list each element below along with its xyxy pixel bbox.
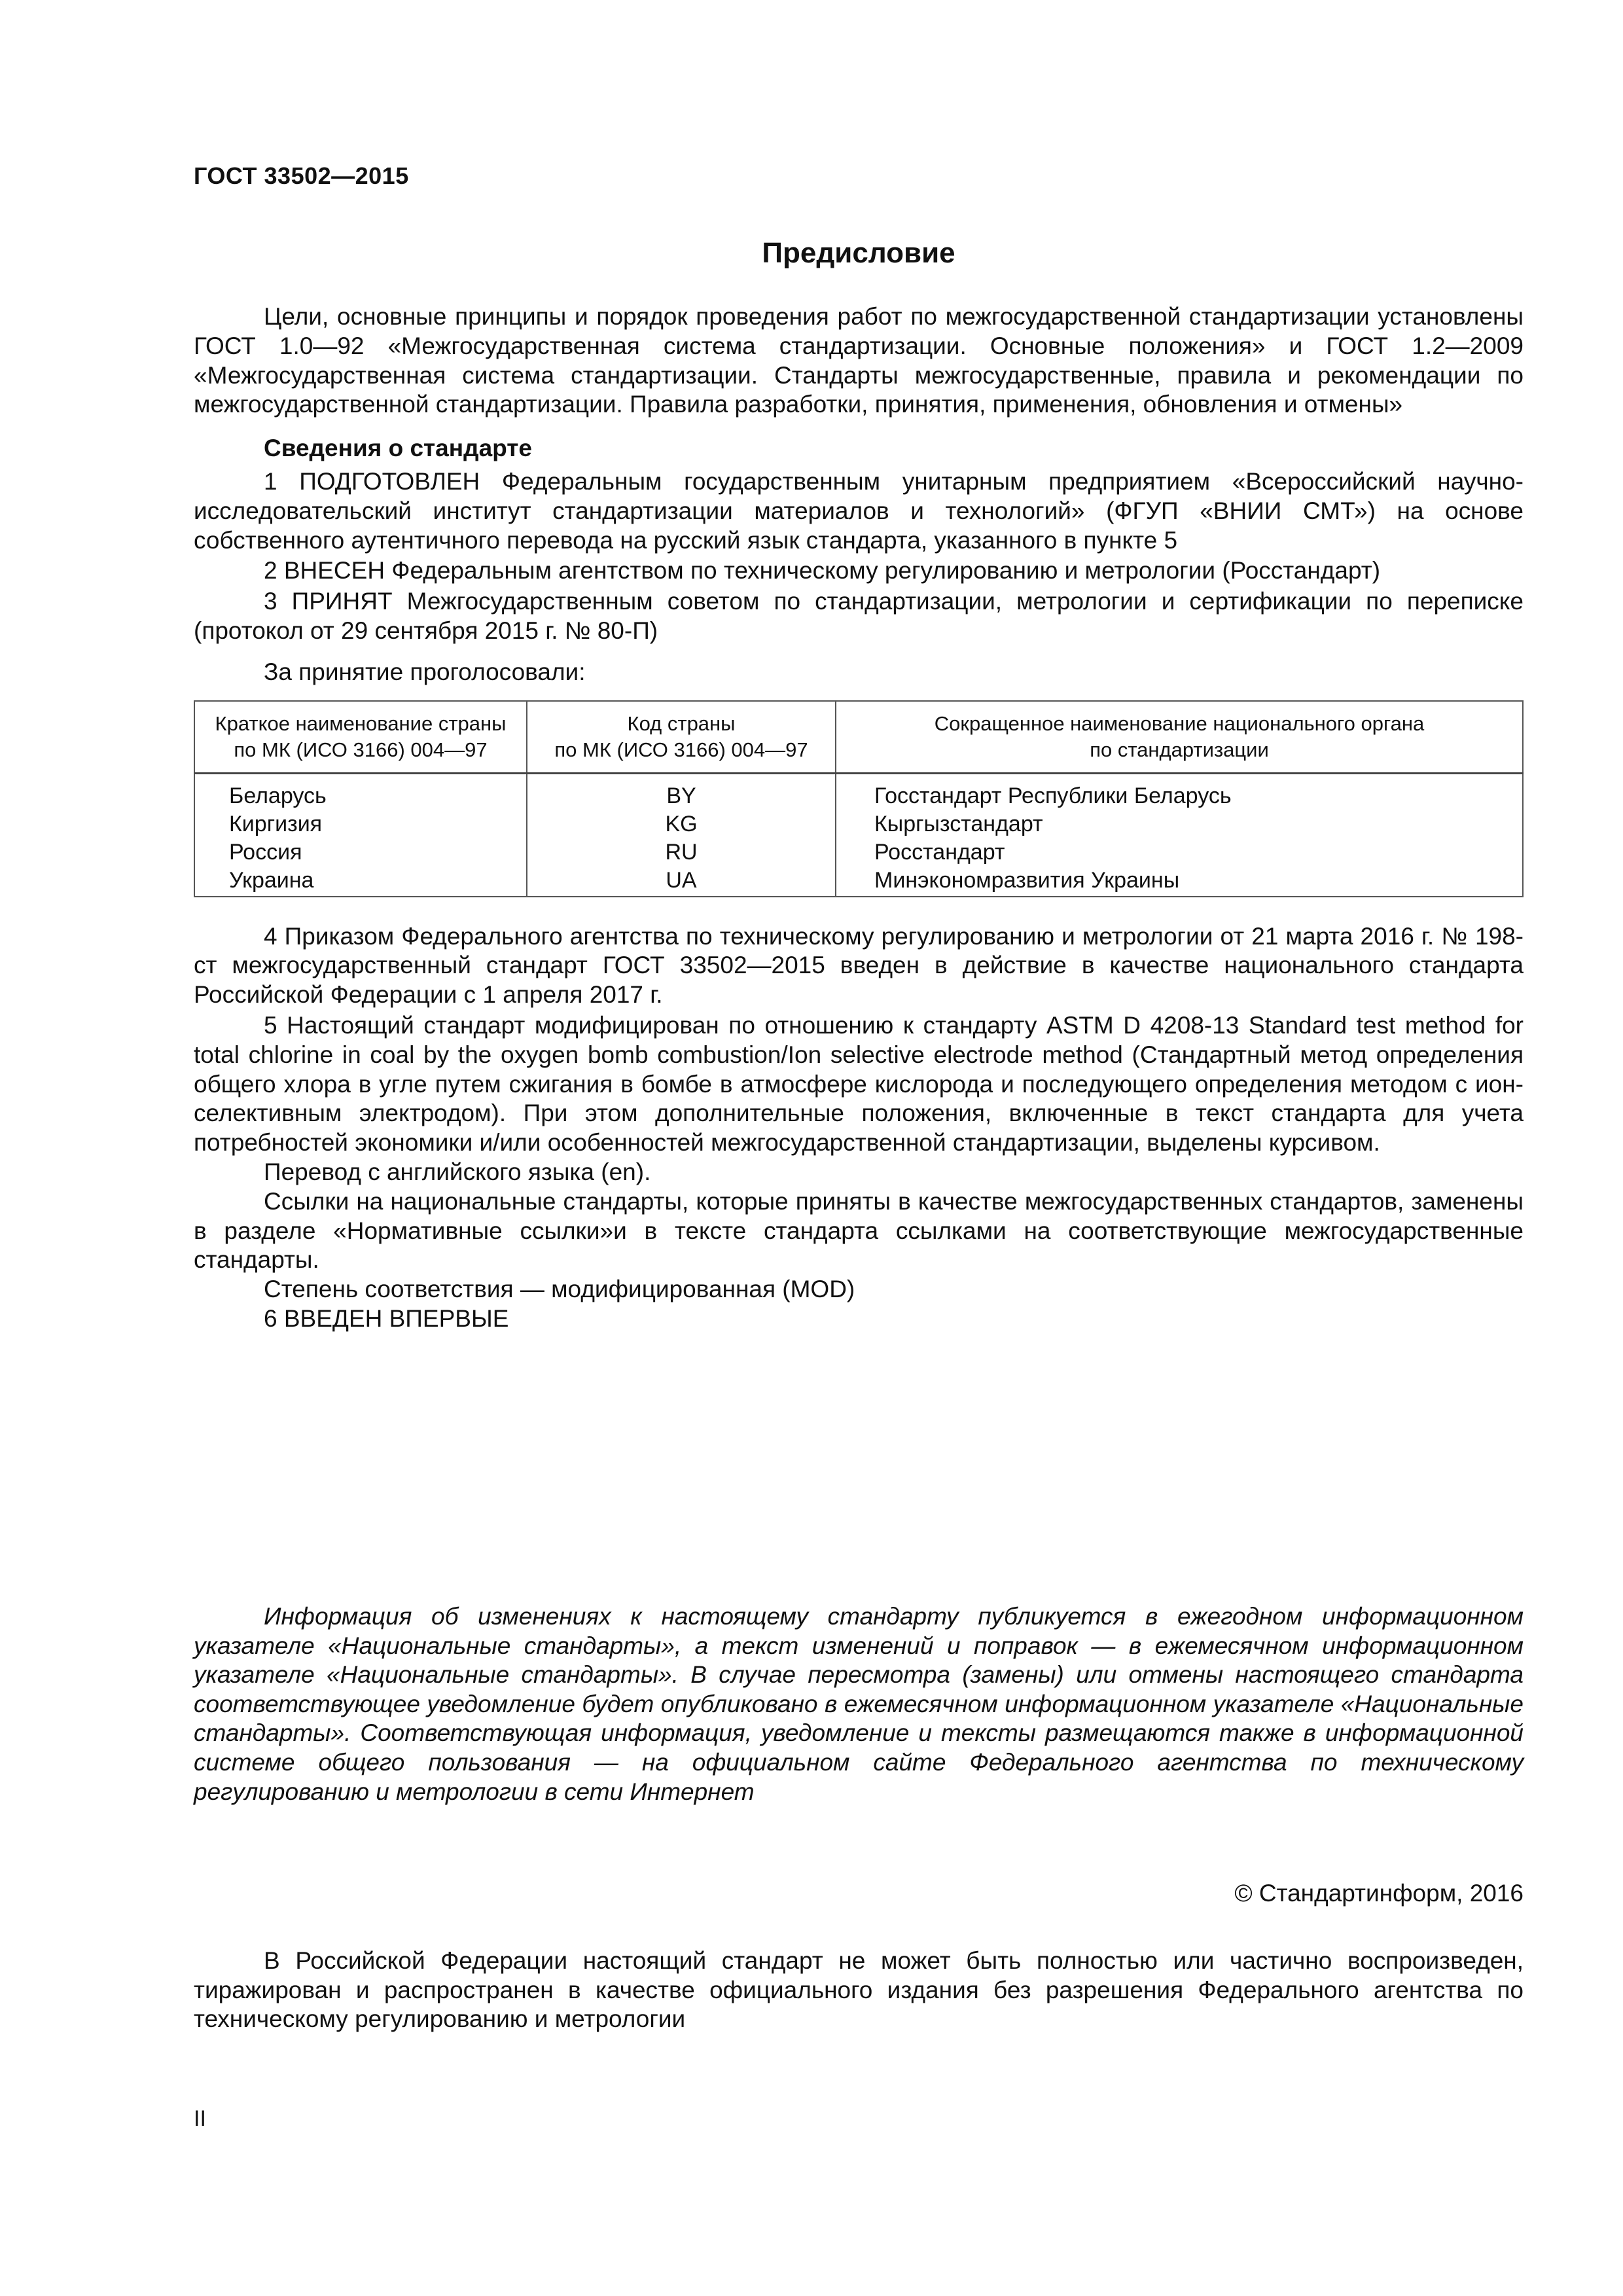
intro-paragraph: Цели, основные принципы и порядок проведения работ по межгосударственной стандартизации установлены ГОСТ 1.0—92 «Межгосударственная система стандартизации. Основные положения» и ГОСТ 1.2—2009 «Межгосударственная система стандартизации. Стандарты межгосударственные, правила и рекомендации по межгосударственной стандартизации. Правила разработки, принятия, применения, обновления и отмены» xyxy=(194,303,1524,418)
item-5-paragraph: 5 Настоящий стандарт модифицирован по отношению к стандарту ASTM D 4208-13 Standard test method for total chlorine in coal by the oxygen bomb combustion/Ion selective electrode method (Стандартный метод определения общего хлора в угле путем сжигания в бомбе в атмосфере кислорода и последующего определения методом с ион-селективным электродом). При этом дополнительные положения, включенные в текст стандарта для учета потребностей экономики и/или особенностей межгосударственной стандартизации, выделены курсивом. xyxy=(194,1011,1524,1157)
table-header-code xyxy=(527,701,836,774)
table-row xyxy=(194,810,1523,838)
header-line: по МК (ИСО 3166) 004—97 xyxy=(234,738,488,761)
section-title: Предисловие xyxy=(762,237,955,269)
country-cell: Украина xyxy=(194,867,527,897)
organization-cell: Госстандарт Республики Беларусь xyxy=(836,773,1523,810)
voted-label: За принятие проголосовали: xyxy=(264,658,586,685)
code-cell: UA xyxy=(527,867,836,897)
info-heading: Сведения о стандарте xyxy=(264,435,532,462)
legal-notice xyxy=(194,1946,1524,2034)
item-3-paragraph: 3 ПРИНЯТ Межгосударственным советом по стандартизации, метрологии и сертификации по переписке (протокол от 29 сентября 2015 г. № 80-П) xyxy=(194,588,1524,644)
country-cell: Киргизия xyxy=(194,810,527,838)
conformity-degree: Степень соответствия — модифицированная (MOD) xyxy=(264,1276,855,1303)
code-cell: BY xyxy=(527,773,836,810)
table-row xyxy=(194,838,1523,867)
references-paragraph: Ссылки на национальные стандарты, которые приняты в качестве межгосударственных стандартов, заменены в разделе «Нормативные ссылки»и в тексте стандарта ссылками на соответствующие межгосударственные стандарты. xyxy=(194,1187,1524,1274)
organization-cell: Росстандарт xyxy=(836,838,1523,867)
voting-table xyxy=(194,700,1524,897)
header-line: Сокращенное наименование национального органа xyxy=(934,711,1425,735)
organization-cell: Минэкономразвития Украины xyxy=(836,867,1523,897)
change-notice xyxy=(194,1602,1524,1806)
table-row xyxy=(194,773,1523,810)
item-6-paragraph: 6 ВВЕДЕН ВПЕРВЫЕ xyxy=(264,1304,509,1332)
document-page xyxy=(194,0,1524,2296)
item-1-paragraph: 1 ПОДГОТОВЛЕН Федеральным государственным унитарным предприятием «Всероссийский научно-исследовательский институт стандартизации материалов и технологий» (ФГУП «ВНИИ СМТ») на основе собственного аутентичного перевода на русский язык стандарта, указанного в пункте 5 xyxy=(194,467,1524,554)
item-2-paragraph: 2 ВНЕСЕН Федеральным агентством по техническому регулированию и метрологии (Росстандарт) xyxy=(264,557,1381,584)
copyright-line: © Стандартинформ, 2016 xyxy=(1234,1880,1524,1907)
code-cell: KG xyxy=(527,810,836,838)
country-cell: Россия xyxy=(194,838,527,867)
translation-note: Перевод с английского языка (en). xyxy=(264,1158,651,1185)
header-line: по стандартизации xyxy=(1090,738,1269,761)
table-row xyxy=(194,867,1523,897)
header-line: по МК (ИСО 3166) 004—97 xyxy=(554,738,808,761)
header-line: Код страны xyxy=(627,711,736,735)
legal-notice-text: В Российской Федерации настоящий стандарт не может быть полностью или частично воспроизведен, тиражирован и распространен в качестве официального издания без разрешения Федерального агентства по техническому регулированию и метрологии xyxy=(194,1947,1524,2033)
table-header-country xyxy=(194,701,527,774)
table-header-organization xyxy=(836,701,1523,774)
code-cell: RU xyxy=(527,838,836,867)
table-header-row xyxy=(194,701,1523,774)
page-number: II xyxy=(194,2106,206,2131)
document-header-id: ГОСТ 33502—2015 xyxy=(194,162,409,189)
organization-cell: Кыргызстандарт xyxy=(836,810,1523,838)
foreword-body xyxy=(194,302,1524,1334)
change-notice-text: Информация об изменениях к настоящему стандарту публикуется в ежегодном информационном указателе «Национальные стандарты», а текст изменений и поправок — в ежемесячном информационном указателе «Национальные стандарты». В случае пересмотра (замены) или отмены настоящего стандарта соответствующее уведомление будет опубликовано в ежемесячном информационном указателе «Национальные стандарты». Соответствующая информация, уведомление и тексты размещаются также в информационной системе общего пользования — на официальном сайте Федерального агентства по техническому регулированию и метрологии в сети Интернет xyxy=(194,1603,1524,1805)
item-4-paragraph: 4 Приказом Федерального агентства по техническому регулированию и метрологии от 21 марта 2016 г. № 198-ст межгосударственный стандарт ГОСТ 33502—2015 введен в действие в качестве национального стандарта Российской Федерации с 1 апреля 2017 г. xyxy=(194,922,1524,1009)
country-cell: Беларусь xyxy=(194,773,527,810)
header-line: Краткое наименование страны xyxy=(215,711,507,735)
